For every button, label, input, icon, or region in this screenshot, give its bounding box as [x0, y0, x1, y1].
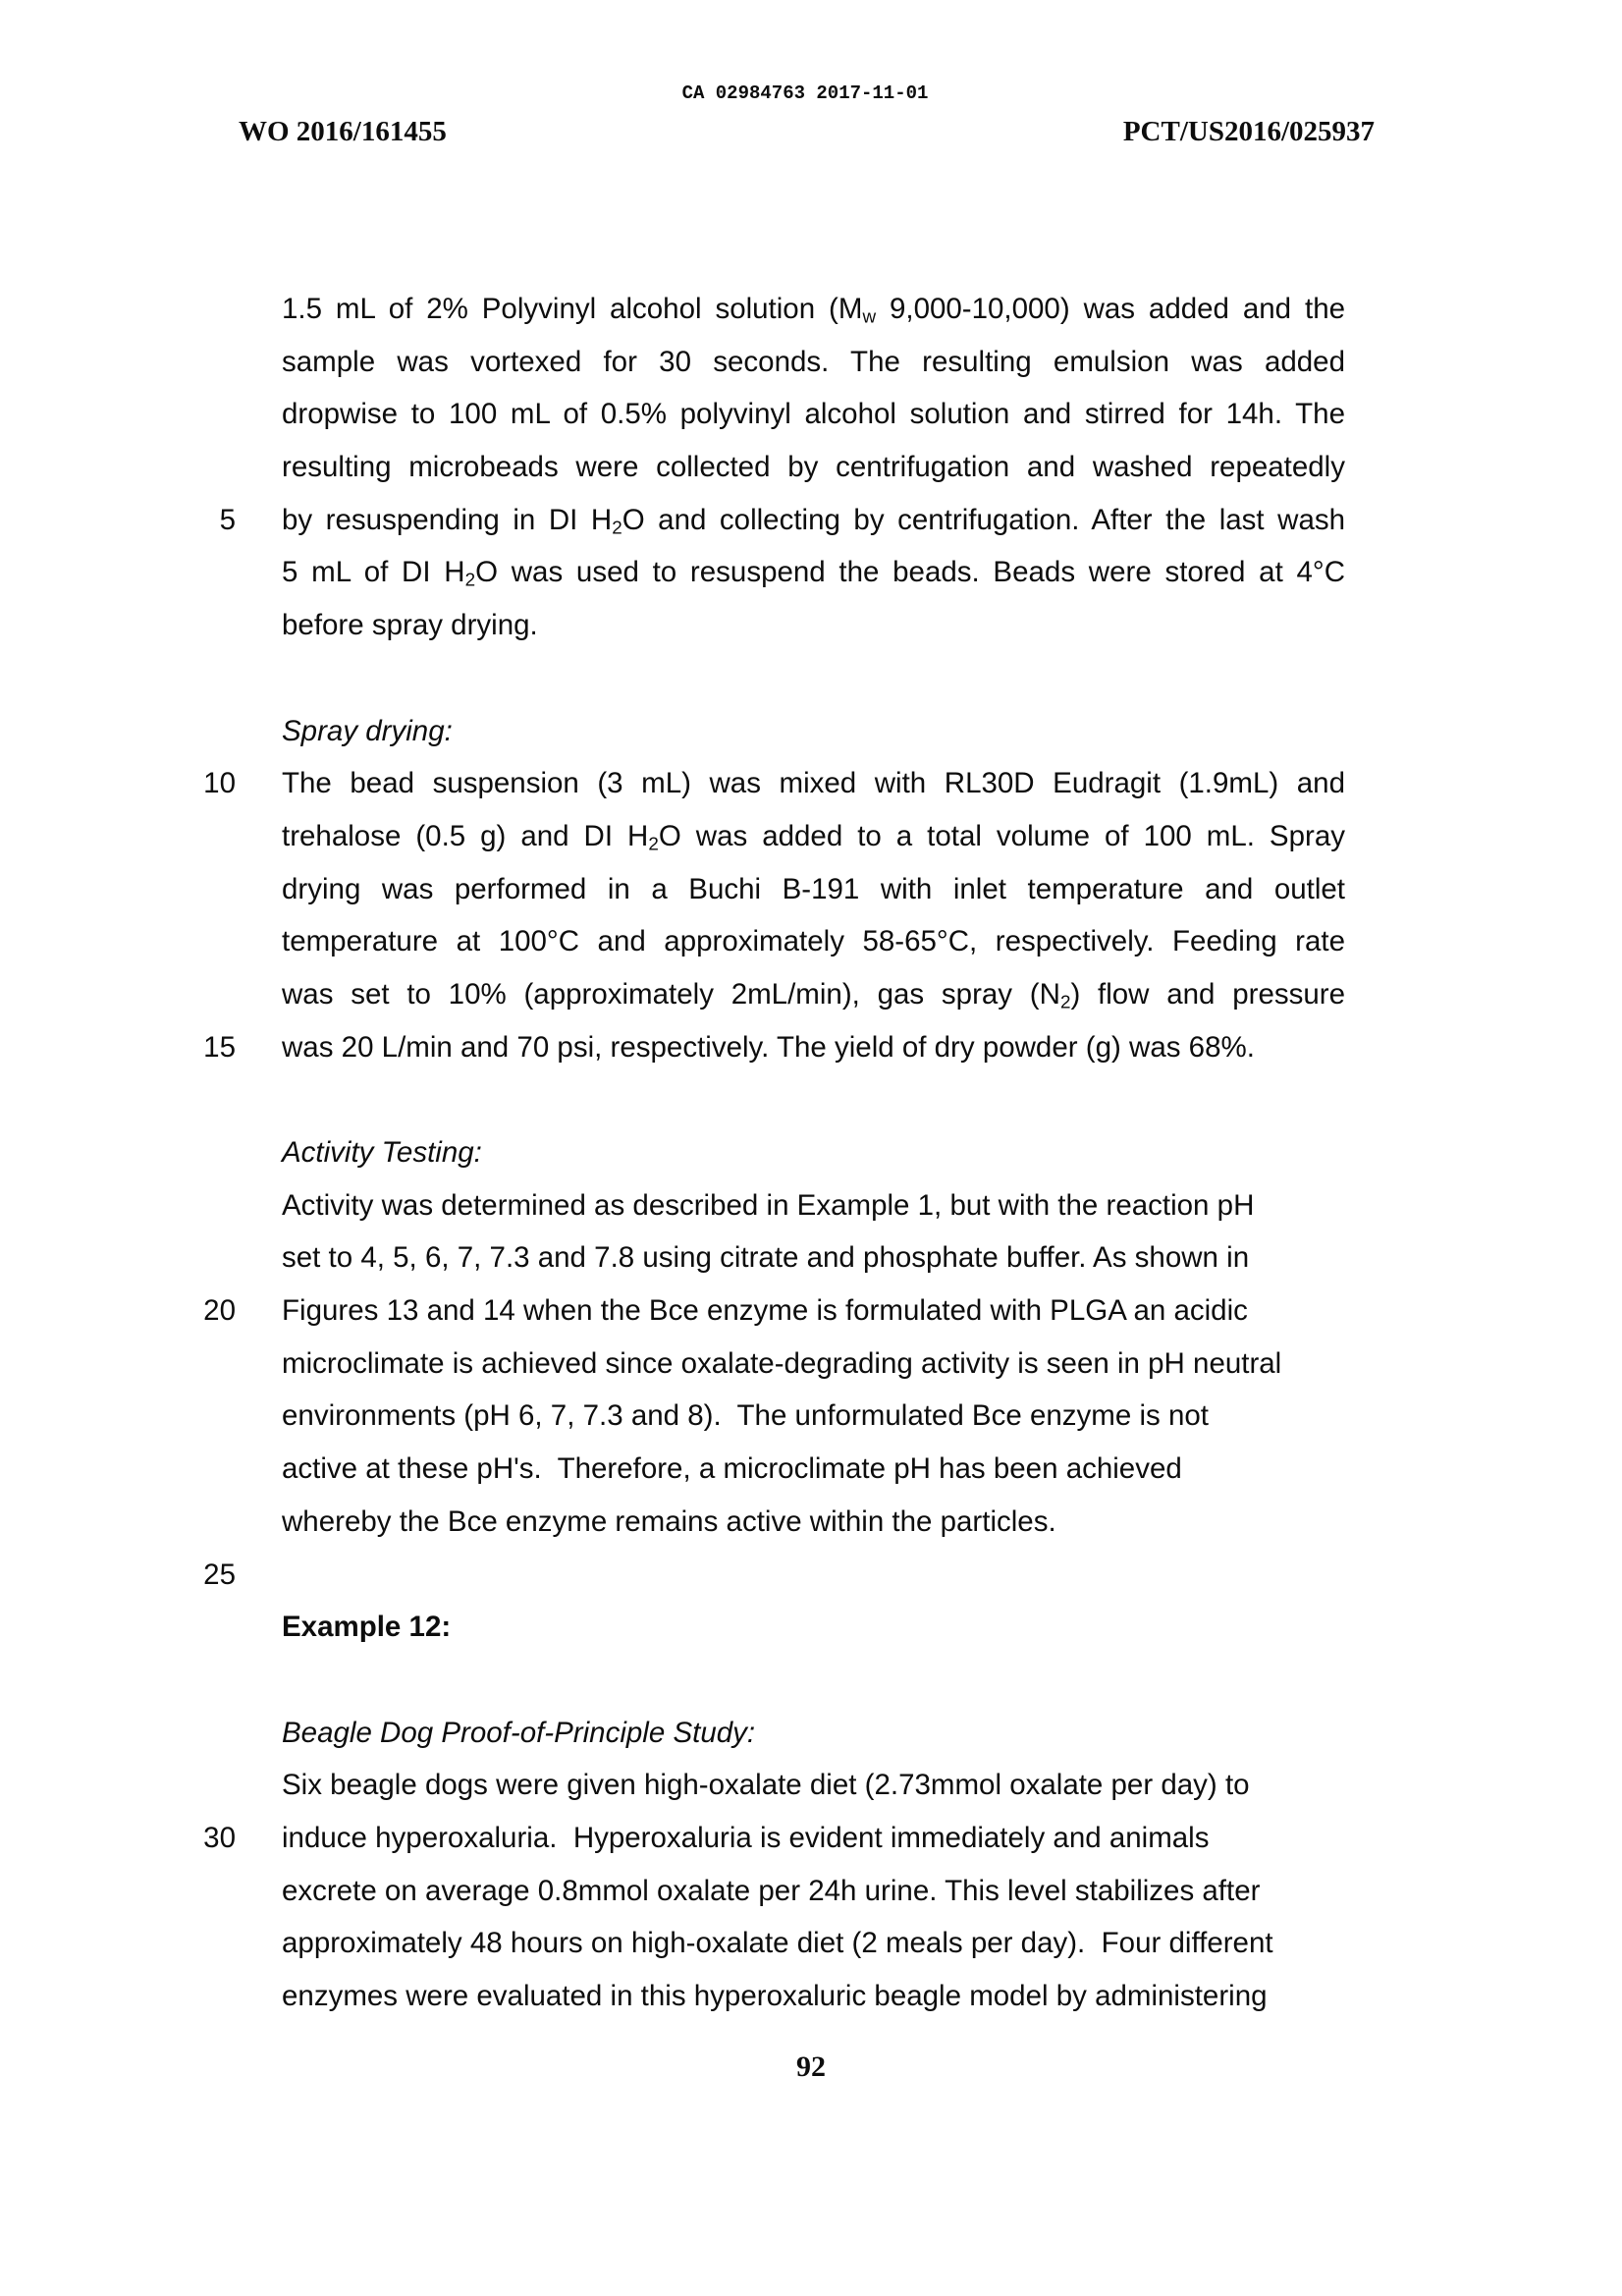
text-line: enzymes were evaluated in this hyperoxaluric beagle model by administering [282, 1980, 1268, 2012]
text-line: Figures 13 and 14 when the Bce enzyme is formulated with PLGA an acidic [282, 1294, 1248, 1328]
text-line: dropwise to 100 mL of 0.5% polyvinyl alcohol solution and stirred for 14h. The [282, 398, 1345, 431]
text-line: drying was performed in a Buchi B-191 with inlet temperature and outlet [282, 872, 1345, 905]
text-line: Activity was determined as described in Example 1, but with the reaction pH [282, 1188, 1255, 1222]
section-heading-activity-testing: Activity Testing: [282, 1136, 482, 1169]
blank-line [282, 652, 1345, 705]
text-line: trehalose (0.5 g) and DI $H_2O$ was added to a total volume of 100 mL. Spray [282, 819, 1345, 854]
publication-number: WO 2016/161455 [239, 116, 447, 147]
header-stamp: CA 02984763 2017-11-01 [681, 82, 929, 104]
margin-line-number-30: 30 [203, 1822, 236, 1854]
text-line: excrete on average 0.8mmol oxalate per 24h urine. This level stabilizes after [282, 1874, 1261, 1907]
text-line: 5 mL of DI $H_2O$ was used to resuspend the beads. Beads were stored at 4°C [282, 556, 1345, 591]
section-heading-spray-drying: Spray drying: [282, 714, 453, 747]
margin-line-number-10: 10 [203, 767, 236, 799]
text-line: whereby the Bce enzyme remains active within the particles. [282, 1504, 1056, 1538]
text-line: was 20 L/min and 70 psi, respectively. The yield of dry powder (g) was 68%. [282, 1030, 1255, 1064]
text-line: was set to 10% (approximately 2mL/min), gas spray $(N_2)$ flow and pressure [282, 977, 1345, 1012]
text-line: The bead suspension (3 mL) was mixed with RL30D Eudragit (1.9mL) and [282, 767, 1345, 800]
text-line: induce hyperoxaluria. Hyperoxaluria is evident immediately and animals [282, 1821, 1210, 1854]
margin-line-number-15: 15 [203, 1031, 236, 1064]
application-number: PCT/US2016/025937 [1122, 116, 1375, 147]
text-line: sample was vortexed for 30 seconds. The resulting emulsion was added [282, 345, 1345, 378]
blank-line [282, 1073, 1345, 1126]
text-line: set to 4, 5, 6, 7, 7.3 and 7.8 using citrate and phosphate buffer. As shown in [282, 1241, 1250, 1275]
text-line: microclimate is achieved since oxalate-degrading activity is seen in pH neutral [282, 1346, 1282, 1380]
text-line: approximately 48 hours on high-oxalate diet (2 meals per day). Four different [282, 1927, 1273, 1960]
text-line: 1.5 mL of 2% Polyvinyl alcohol solution ($M_w$ 9,000-10,000) was added and the [282, 293, 1346, 327]
text-line: temperature at 100°C and approximately 58-65°C, respectively. Feeding rate [282, 925, 1345, 958]
text-line: environments (pH 6, 7, 7.3 and 8). The unformulated Bce enzyme is not [282, 1399, 1209, 1433]
body-text-column [282, 283, 1345, 2023]
text-line: resulting microbeads were collected by centrifugation and washed repeatedly [282, 451, 1345, 484]
text-line: by resuspending in DI $H_2O$ and collecting by centrifugation. After the last wash [282, 503, 1346, 538]
blank-line [282, 1654, 1345, 1707]
text-line: Six beagle dogs were given high-oxalate diet (2.73mmol oxalate per day) to [282, 1769, 1250, 1802]
text-line: before spray drying. [282, 609, 538, 642]
blank-line [282, 1549, 1345, 1602]
margin-line-number-25: 25 [203, 1558, 236, 1591]
section-heading-beagle-dog-study: Beagle Dog Proof-of-Principle Study: [282, 1716, 756, 1749]
text-line: active at these pH's. Therefore, a microclimate pH has been achieved [282, 1452, 1182, 1486]
page-number: 92 [796, 2050, 826, 2083]
margin-line-number-5: 5 [219, 504, 236, 536]
margin-line-number-20: 20 [203, 1294, 236, 1327]
section-heading-example-12: Example 12: [282, 1611, 452, 1644]
